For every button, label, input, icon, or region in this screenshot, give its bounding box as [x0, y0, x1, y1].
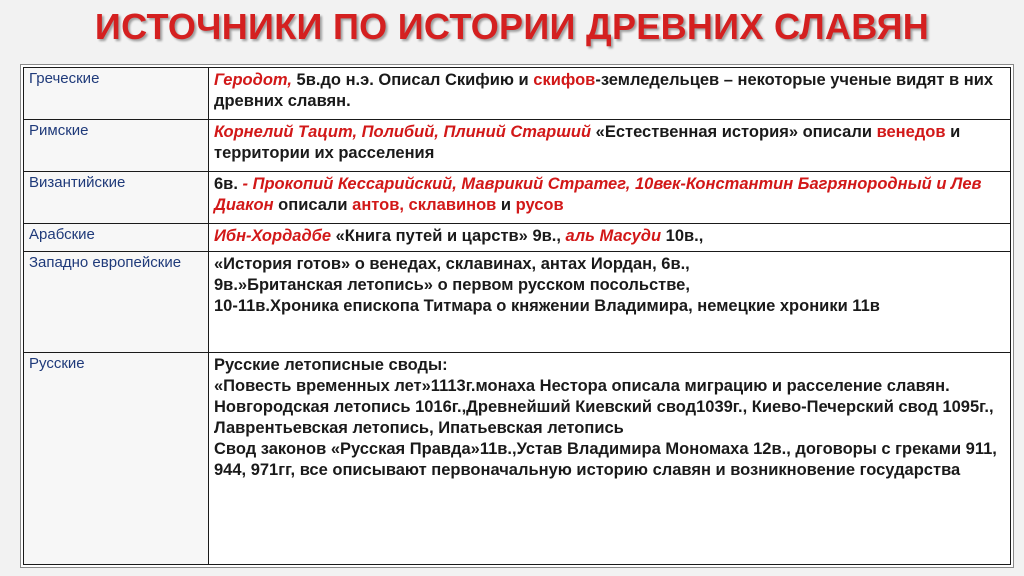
row-content-byzantine: [209, 172, 1011, 224]
row-text: 5в.до н.э. Описал Скифию и: [291, 71, 534, 89]
row-label-western: Западно европейские: [24, 252, 209, 353]
row-label-arabic: Арабские: [24, 224, 209, 252]
content-line: 9в.»Британская летопись» о первом русском посольстве,: [214, 276, 690, 294]
row-label-byzantine: Византийские: [24, 172, 209, 224]
table-row: [24, 68, 1011, 120]
row-label-roman: Римские: [24, 120, 209, 172]
row-label-greek: Греческие: [24, 68, 209, 120]
row-text: -земледельцев – некоторые ученые видят в них древних славян.: [214, 71, 994, 110]
highlight-author: Корнелий Тацит, Полибий, Плиний Старший: [214, 123, 592, 141]
highlight-author: - Прокопий Кессарийский, Маврикий Стратег, 10век-Константин Багрянородный и Лев Диакон: [214, 175, 982, 214]
content-line: Русские летописные своды:: [214, 356, 448, 374]
highlight-author: Геродот,: [214, 71, 292, 89]
table-row: [24, 224, 1011, 252]
row-text: описали: [273, 196, 353, 214]
highlight-author: аль Масуди: [565, 227, 662, 245]
row-text: 10в.,: [661, 227, 704, 245]
row-text: «Книга путей и царств» 9в.,: [331, 227, 566, 245]
row-text: и: [496, 196, 516, 214]
row-text: «Естественная история» описали: [591, 123, 877, 141]
row-content-russian: [209, 353, 1011, 565]
highlight-people: венедов: [876, 123, 946, 141]
highlight-people: скифов: [533, 71, 596, 89]
row-label-russian: Русские: [24, 353, 209, 565]
sources-table: [23, 67, 1011, 565]
content-line: 10-11в.Хроника епископа Титмара о княжении Владимира, немецкие хроники 11в: [214, 297, 880, 315]
row-content-western: [209, 252, 1011, 353]
content-line: Свод законов «Русская Правда»11в.,Устав Владимира Мономаха 12в., договоры с греками 911, 944, 971гг, все описывают первоначальную историю славян и возникновение государства: [214, 440, 997, 479]
table-row: [24, 172, 1011, 224]
row-content-arabic: [209, 224, 1011, 252]
row-content-roman: [209, 120, 1011, 172]
highlight-people: антов, склавинов: [352, 196, 497, 214]
row-text: и территории их расселения: [214, 123, 961, 162]
page-title: ИСТОЧНИКИ ПО ИСТОРИИ ДРЕВНИХ СЛАВЯН: [94, 6, 930, 47]
content-line: «История готов» о венедах, склавинах, антах Иордан, 6в.,: [214, 255, 690, 273]
table-row: [24, 252, 1011, 353]
table-row: [24, 353, 1011, 565]
highlight-people: русов: [515, 196, 564, 214]
row-text: 6в.: [214, 175, 243, 193]
content-line: «Повесть временных лет»1113г.монаха Нестора описала миграцию и расселение славян. Новгородская летопись 1016г.,Древнейший Киевский свод1039г., Киево-Печерский свод 1095г., Лаврентьевская летопись, Ипатьевская летопись: [214, 377, 994, 437]
highlight-author: Ибн-Хордадбе: [214, 227, 332, 245]
table-row: [24, 120, 1011, 172]
row-content-greek: [209, 68, 1011, 120]
